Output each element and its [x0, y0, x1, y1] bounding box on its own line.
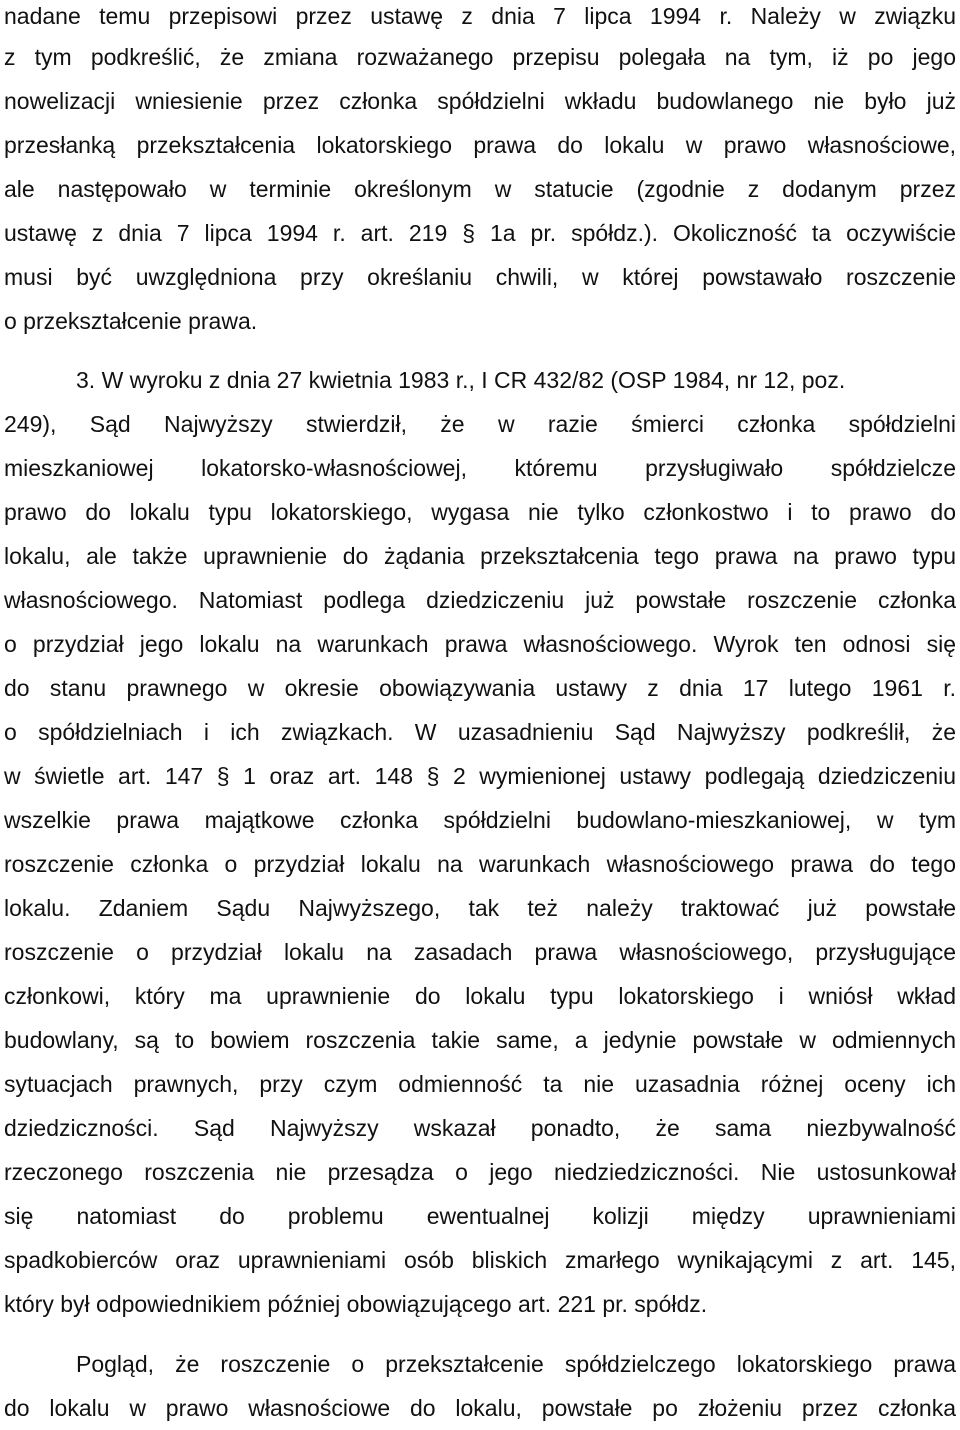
text-line: ale następowało w terminie określonym w statucie (zgodnie z dodanym przez — [4, 176, 956, 202]
text-line: prawo do lokalu typu lokatorskiego, wygasa nie tylko członkostwo i to prawo do — [4, 499, 956, 525]
text-line: spadkobierców oraz uprawnieniami osób bliskich zmarłego wynikającymi z art. 145, — [4, 1247, 956, 1273]
text-line: dziedziczności. Sąd Najwyższy wskazał ponadto, że sama niezbywalność — [4, 1115, 956, 1141]
text-line: budowlany, są to bowiem roszczenia takie same, a jedynie powstałe w odmiennych — [4, 1027, 956, 1053]
text-line: do stanu prawnego w okresie obowiązywania ustawy z dnia 17 lutego 1961 r. — [4, 675, 956, 701]
text-line: do lokalu w prawo własnościowe do lokalu, powstałe po złożeniu przez członka — [4, 1395, 956, 1421]
text-line: roszczenie o przydział lokalu na zasadach prawa własnościowego, przysługujące — [4, 939, 956, 965]
text-line: nadane temu przepisowi przez ustawę z dnia 7 lipca 1994 r. Należy w związku — [4, 3, 956, 29]
text-line: wszelkie prawa majątkowe członka spółdzielni budowlano-mieszkaniowej, w tym — [4, 807, 956, 833]
text-line: roszczenie członka o przydział lokalu na warunkach własnościowego prawa do tego — [4, 851, 956, 877]
text-line: mieszkaniowej lokatorsko-własnościowej, któremu przysługiwało spółdzielcze — [4, 455, 956, 481]
text-line: przesłanką przekształcenia lokatorskiego prawa do lokalu w prawo własnościowe, — [4, 132, 956, 158]
text-line: nowelizacji wniesienie przez członka spółdzielni wkładu budowlanego nie było już — [4, 88, 956, 114]
text-line: lokalu, ale także uprawnienie do żądania przekształcenia tego prawa na prawo typu — [4, 543, 956, 569]
text-line: ustawę z dnia 7 lipca 1994 r. art. 219 § 1a pr. spółdz.). Okoliczność ta oczywiście — [4, 220, 956, 246]
text-line: w świetle art. 147 § 1 oraz art. 148 § 2 wymienionej ustawy podlegają dziedziczeniu — [4, 763, 956, 789]
text-line: o przydział jego lokalu na warunkach prawa własnościowego. Wyrok ten odnosi się — [4, 631, 956, 657]
text-line: 249), Sąd Najwyższy stwierdził, że w razie śmierci członka spółdzielni — [4, 411, 956, 437]
text-line: o spółdzielniach i ich związkach. W uzasadnieniu Sąd Najwyższy podkreślił, że — [4, 719, 956, 745]
text-line: musi być uwzględniona przy określaniu chwili, w której powstawało roszczenie — [4, 264, 956, 290]
text-line: się natomiast do problemu ewentualnej kolizji między uprawnieniami — [4, 1203, 956, 1229]
text-line: lokalu. Zdaniem Sądu Najwyższego, tak też należy traktować już powstałe — [4, 895, 956, 921]
text-line: który był odpowiednikiem później obowiązującego art. 221 pr. spółdz. — [4, 1291, 708, 1317]
text-line: 3. W wyroku z dnia 27 kwietnia 1983 r., I CR 432/82 (OSP 1984, nr 12, poz. — [76, 367, 846, 393]
text-line: z tym podkreślić, że zmiana rozważanego przepisu polegała na tym, iż po jego — [4, 44, 956, 70]
text-line: Pogląd, że roszczenie o przekształcenie spółdzielczego lokatorskiego prawa — [76, 1351, 956, 1377]
text-line: własnościowego. Natomiast podlega dziedziczeniu już powstałe roszczenie członka — [4, 587, 956, 613]
text-line: sytuacjach prawnych, przy czym odmienność ta nie uzasadnia różnej oceny ich — [4, 1071, 956, 1097]
text-line: członkowi, który ma uprawnienie do lokalu typu lokatorskiego i wniósł wkład — [4, 983, 956, 1009]
text-line: o przekształcenie prawa. — [4, 308, 258, 334]
text-line: rzeczonego roszczenia nie przesądza o jego niedziedziczności. Nie ustosunkował — [4, 1159, 956, 1185]
